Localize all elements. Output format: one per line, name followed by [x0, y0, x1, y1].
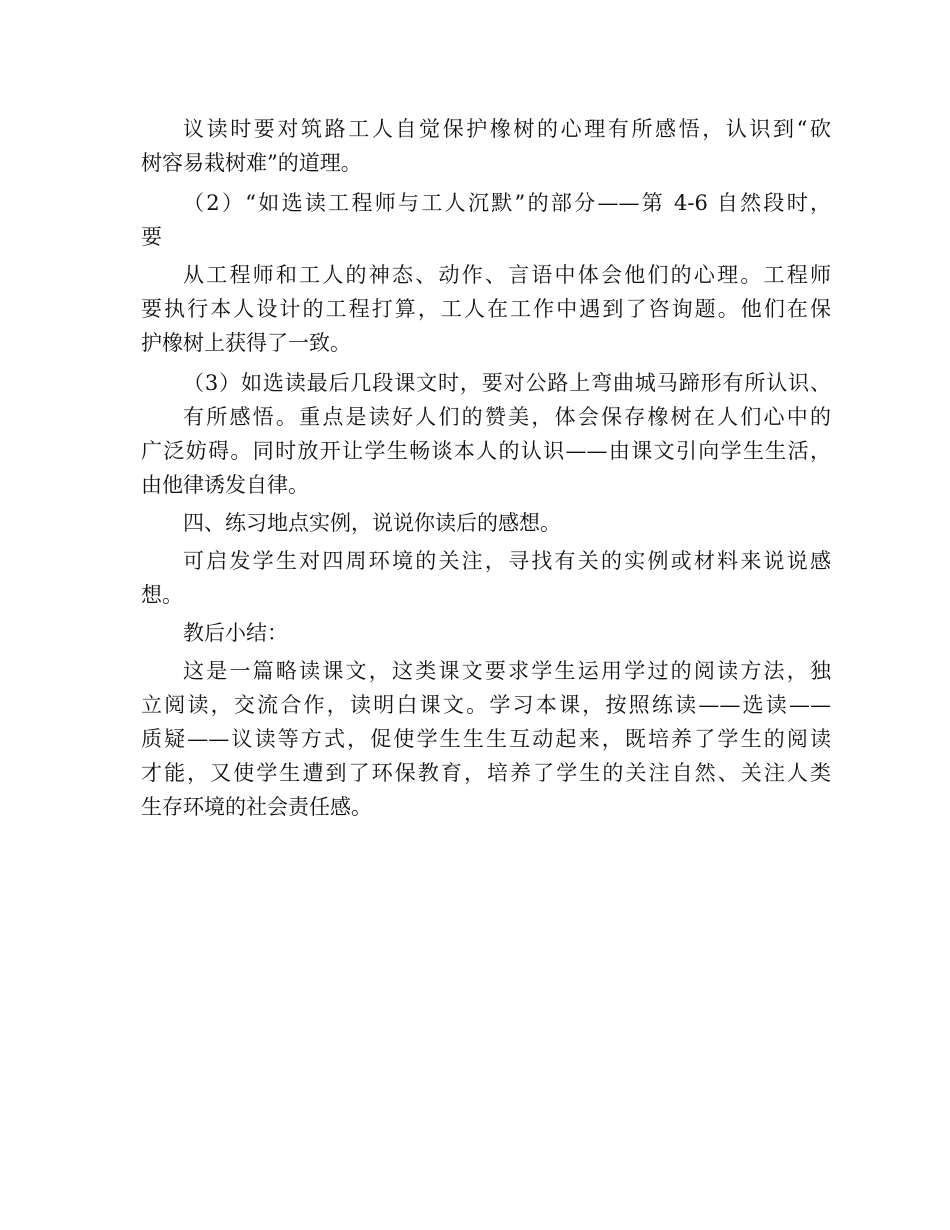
text-line: 立阅读，交流合作，读明白课文。学习本课，按照练读——选读—— — [141, 693, 831, 717]
text-line: 四、练习地点实例，说说你读后的感想。 — [183, 511, 561, 535]
text-line: 要执行本人设计的工程打算，工人在工作中遇到了咨询题。他们在保 — [141, 297, 831, 321]
text-line: 可启发学生对四周环境的关注，寻找有关的实例或材料来说说感 — [183, 549, 831, 573]
text-line: 生存环境的社会责任感。 — [141, 795, 372, 819]
text-line: 教后小结： — [183, 621, 288, 645]
text-line: 由他律诱发自律。 — [141, 473, 309, 497]
text-line: 质疑——议读等方式，促使学生生生互动起来，既培养了学生的阅读 — [141, 727, 831, 751]
text-line: 要 — [141, 225, 162, 249]
text-line: 想。 — [141, 583, 183, 607]
text-line: （2）“如选读工程师与工人沉默”的部分——第 4-6 自然段时， — [183, 191, 831, 215]
text-line: 广泛妨碍。同时放开让学生畅谈本人的认识——由课文引向学生生活， — [141, 439, 831, 463]
text-line: 议读时要对筑路工人自觉保护橡树的心理有所感悟，认识到“砍 — [183, 117, 831, 141]
text-line: 从工程师和工人的神态、动作、言语中体会他们的心理。工程师 — [183, 263, 831, 287]
text-line: 有所感悟。重点是读好人们的赞美，体会保存橡树在人们心中的 — [183, 405, 831, 429]
text-line: 树容易栽树难”的道理。 — [141, 151, 362, 175]
text-line: 才能，又使学生遭到了环保教育，培养了学生的关注自然、关注人类 — [141, 761, 831, 785]
text-line: 护橡树上获得了一致。 — [141, 331, 351, 355]
text-line: 这是一篇略读课文，这类课文要求学生运用学过的阅读方法，独 — [183, 659, 831, 683]
text-line: （3）如选读最后几段课文时，要对公路上弯曲城马蹄形有所认识、 — [183, 371, 831, 395]
